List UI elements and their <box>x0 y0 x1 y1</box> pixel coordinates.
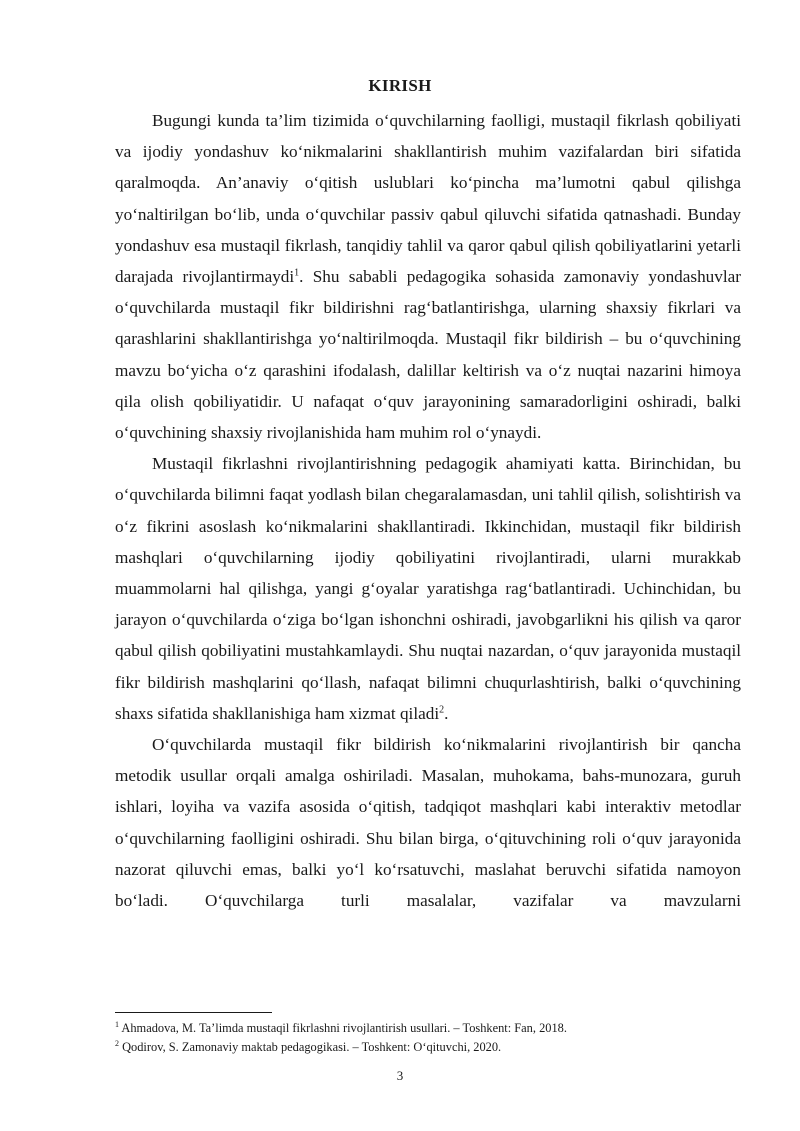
paragraph-1 <box>115 105 741 448</box>
footnote-2-text: Qodirov, S. Zamonaviy maktab pedagogikasi. – Toshkent: O‘qituvchi, 2020. <box>119 1040 502 1054</box>
footnote-1-text: Ahmadova, M. Ta’limda mustaqil fikrlashni rivojlantirish usullari. – Toshkent: Fan, 2018. <box>119 1021 567 1035</box>
footnote-ref-1: 1 <box>294 267 300 279</box>
footnote-separator <box>115 1012 272 1013</box>
body-text <box>115 105 741 916</box>
paragraph-1-text: Bugungi kunda ta’lim tizimida o‘quvchilarning faolligi, mustaqil fikrlash qobiliyati va ijodiy yondashuv ko‘nikmalarini shakllantirish muhim vazifalardan biri sifatida qaralmoqda. An’anaviy o‘qitish uslublari ko‘pincha ma’lumotni qabul qilishga yo‘naltirilgan bo‘lib, unda o‘quvchilar passiv qabul qiluvchi sifatida qatnashadi. Bunday yondashuv esa mustaqil fikrlash, tanqidiy tahlil va qaror qabul qilish qobiliyatlarini yetarli darajada rivojlantirmaydi <box>115 111 741 287</box>
paragraph-2 <box>115 448 741 729</box>
footnote-1 <box>115 1019 755 1038</box>
paragraph-1-text-after: . Shu sababli pedagogika sohasida zamonaviy yondashuvlar o‘quvchilarda mustaqil fikr bildirishni rag‘batlantirishga, ularning shaxsiy fikrlari va qarashlarini shakllantirishga yo‘naltirilmoqda. Mustaqil fikr bildirish – bu o‘quvchining mavzu bo‘yicha o‘z qarashini ifodalash, dalillar keltirish va o‘z nuqtai nazarini himoya qila olish qobiliyatidir. U nafaqat o‘quv jarayonining samaradorligini oshiradi, balki o‘quvchining shaxsiy rivojlanishida ham muhim rol o‘ynaydi. <box>115 267 741 443</box>
footnote-ref-2: 2 <box>439 704 445 716</box>
section-title: KIRISH <box>368 76 432 95</box>
footnotes <box>115 1019 755 1057</box>
paragraph-3 <box>115 729 741 916</box>
paragraph-2-text: Mustaqil fikrlashni rivojlantirishning pedagogik ahamiyati katta. Birinchidan, bu o‘quvchilarda bilimni faqat yodlash bilan chegaralamasdan, uni tahlil qilish, solishtirish va o‘z fikrini asoslash ko‘nikmalarini shakllantiradi. Ikkinchidan, mustaqil fikr bildirish mashqlari o‘quvchilarning ijodiy qobiliyatini rivojlantiradi, ularni murakkab muammolarni hal qilishga, yangi g‘oyalar yaratishga rag‘batlantiradi. Uchinchidan, bu jarayon o‘quvchilarda o‘ziga bo‘lgan ishonchni oshiradi, javobgarlikni his qilish va qaror qabul qilish qobiliyatini mustahkamlaydi. Shu nuqtai nazardan, o‘quv jarayonida mustaqil fikr bildirish mashqlarini qo‘llash, nafaqat bilimni chuqurlashtirish, balki o‘quvchining shaxs sifatida shakllanishiga ham xizmat qiladi <box>115 454 741 723</box>
page-number: 3 <box>396 1068 404 1083</box>
footnote-2 <box>115 1038 755 1057</box>
footnote-2-number: 2 <box>115 1038 119 1048</box>
paragraph-3-text: O‘quvchilarda mustaqil fikr bildirish ko‘nikmalarini rivojlantirish bir qancha metodik usullar orqali amalga oshiriladi. Masalan, muhokama, bahs-munozara, guruh ishlari, loyiha va vazifa asosida o‘qitish, tadqiqot mashqlari kabi interaktiv metodlar o‘quvchilarning faolligini oshiradi. Shu bilan birga, o‘qituvchining roli o‘quv jarayonida nazorat qiluvchi emas, balki yo‘l ko‘rsatuvchi, maslahat beruvchi sifatida namoyon bo‘ladi. O‘quvchilarga turli masalalar, vazifalar va mavzularni <box>115 735 741 911</box>
paragraph-2-text-after: . <box>444 703 449 723</box>
footnote-1-number: 1 <box>115 1019 119 1029</box>
